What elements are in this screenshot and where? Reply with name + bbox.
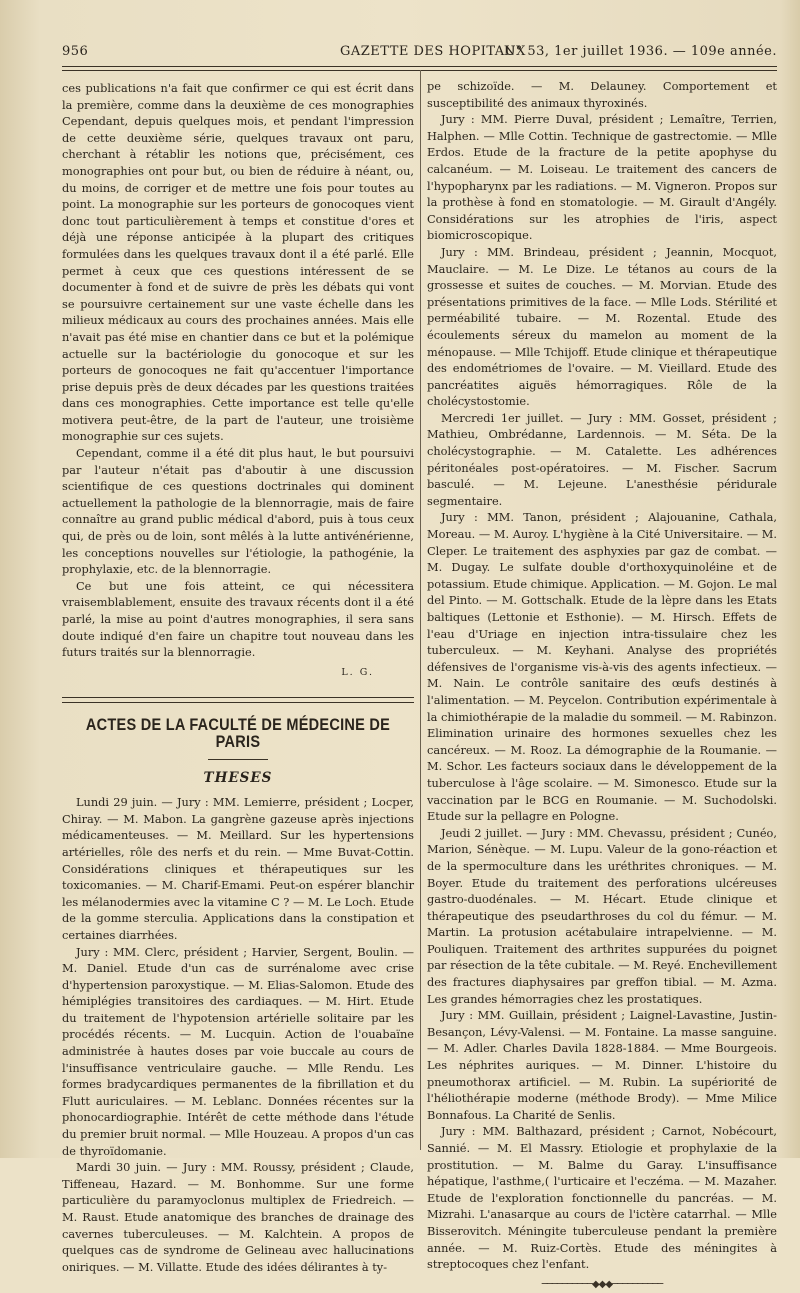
- section-title: ACTES DE LA FACULTÉ DE MÉDECINE DE PARIS: [85, 716, 391, 751]
- theses-paragraph: Mardi 30 juin. — Jury : MM. Roussy, président ; Claude, Tiffeneau, Hazard. — M. Bonhomme. Sur une forme particulière du paramyoclonus multiplex de Friedreich. — M. Raust. Etude anatomique des branches de drainage des cavernes tuberculeuses. — M. Kalchtein. A propos de quelques cas de syndrome de Gelineau avec hallucinations oniriques. — M. Villatte. Etude des idées délirantes à ty-: [62, 1160, 414, 1274]
- theses-paragraph: pe schizoïde. — M. Delauney. Comportement et susceptibilité des animaux thyroxinés.: [427, 79, 777, 110]
- theses-paragraph: Lundi 29 juin. — Jury : MM. Lemierre, président ; Locper, Chiray. — M. Mabon. La gangrène gazeuse après injections médicamenteuses. — M. Meillard. Sur les hypertensions artérielles, rôle des nerfs et du rein. — Mme Buvat-Cottin. Considérations cliniques et thérapeutiques sur les toxicomanies. — M. Charif-Emami. Peut-on espérer blanchir les mélanodermies avec la vitamine C ? — M. Le Loch. Etude de la gomme sterculia. Applications dans la constipation et certaines diarrhées.: [62, 795, 414, 942]
- author-signature: L. G.: [341, 666, 374, 678]
- theses-paragraph: Mercredi 1er juillet. — Jury : MM. Gosset, président ; Mathieu, Ombrédanne, Lardennois. — M. Séta. De la cholécystographie. — M. Catalette. Les adhérences péritonéales post-opératoires. — M. Fischer. Sacrum basculé. — M. Lejeune. L'anesthésie péridurale segmentaire.: [427, 410, 777, 508]
- article-paragraph: ces publications n'a fait que confirmer ce qui est écrit dans la première, comme dans la deuxième de ces monographies Cependant, depuis quelques mois, et pendant l'impression de cette deuxième série, quelques travaux ont paru, cherchant à rétablir les notions que, précisément, ces monographies ont pour but, ou bien de réduire à néant, ou, du moins, de corriger et de mettre une fois pour toutes au point. La monographie sur les porteurs de gonocoques vient donc tout particulièrement à temps et constitue d'ores et déjà une réponse anticipée à la plupart des critiques formulées dans les quelques travaux dont il a été parlé. Elle permet à ceux que ces questions intéressent de se documenter à fond et de suivre de près les débats qui vont se poursuivre certainement sur une vaste échelle dans les milieux médicaux au cours des prochaines années. Mais elle n'avait pas été mise en chantier dans ce but et la polémique actuelle sur la bactériologie du gonocoque et sur les porteurs de gonocoques ne fait qu'accentuer l'importance prise depuis près de deux décades par les questions traitées dans ces monographies. Cette importance est telle qu'elle motivera peut-être, de la part de l'auteur, une troisième monographie sur ces sujets.: [62, 81, 414, 444]
- theses-paragraph: Jury : MM. Balthazard, président ; Carnot, Nobécourt, Sannié. — M. El Massry. Etiologie et prophylaxie de la prostitution. — M. Balme du Garay. L'insuffisance hépatique, l'asthme,( l'urticaire et l'eczéma. — M. Mazaher. Etude de l'exploration fonctionnelle du pancréas. — M. Mizrahi. L'anasarque au cours de l'ictère catarrhal. — Mlle Bisserovitch. Méningite tuberculeuse pendant la première année. — M. Ruiz-Cortès. Etude des méningites à streptocoques chez l'enfant.: [427, 1124, 777, 1272]
- page-header: [62, 44, 777, 64]
- header-rule-top: [62, 66, 777, 67]
- journal-title: GAZETTE DES HOPITAUX: [340, 44, 526, 59]
- subsection-title: THESES: [203, 769, 273, 786]
- section-separator: [62, 697, 414, 703]
- title-rule: [208, 759, 268, 760]
- theses-paragraph: Jury : MM. Clerc, président ; Harvier, Sergent, Boulin. — M. Daniel. Etude d'un cas de surrénalome avec crise d'hypertension paroxystique. — M. Elias-Salomon. Etude des hémiplégies transitoires des cardiaques. — M. Hirt. Etude du traitement de l'hypotension artérielle solitaire par les procédés récents. — M. Lucquin. Action de l'ouabaïne administrée à hautes doses par voie buccale au cours de l'insuffisance ventriculaire gauche. — Mlle Rendu. Les formes bradycardiques permanentes de la fibrillation et du Flutt auriculaires. — M. Leblanc. Données récentes sur la phonocardiographie. Intérêt de cette méthode dans l'étude du premier bruit normal. — Mlle Houzeau. A propos d'un cas de thyroïdomanie.: [62, 944, 414, 1158]
- end-ornament: ──────────◆◆◆──────────: [541, 1278, 663, 1290]
- right-column: [427, 78, 777, 1293]
- theses-paragraph: Jury : MM. Guillain, président ; Laignel-Lavastine, Justin-Besançon, Lévy-Valensi. — M. Fontaine. La masse sanguine. — M. Adler. Charles Davila 1828-1884. — Mme Bourgeois. Les néphrites auriques. — M. Dinner. L'histoire du pneumothorax artificiel. — M. Rubin. La supériorité de l'héliothérapie moderne (méthode Brody). — Mme Milice Bonnafous. La Charité de Senlis.: [427, 1008, 777, 1122]
- page-number: 956: [62, 44, 89, 59]
- theses-paragraph: Jury : MM. Pierre Duval, président ; Lemaître, Terrien, Halphen. — Mlle Cottin. Technique de gastrectomie. — Mlle Erdos. Etude de la fracture de la petite apophyse du calcanéum. — M. Loiseau. Le traitement des cancers de l'hypopharynx par les radiations. — M. Vigneron. Propos sur la prothèse à fond en stomatologie. — M. Girault d'Angély. Considérations sur les atrophies de l'iris, aspect biomicroscopique.: [427, 112, 777, 243]
- left-column: [62, 80, 414, 1275]
- theses-paragraph: Jury : MM. Tanon, président ; Alajouanine, Cathala, Moreau. — M. Auroy. L'hygiène à la Cité Universitaire. — M. Cleper. Le traitement des asphyxies par gaz de combat. — M. Dugay. Le sulfate double d'orthoxyquinoléine et de potassium. Etude chimique. Application. — M. Gojon. Le mal del Pinto. — M. Gottschalk. Etude de la lèpre dans les Etats baltiques (Lettonie et Esthonie). — M. Hirsch. Effets de l'eau d'Uriage en injection intra-tissulaire chez les tuberculeux. — M. Keyhani. Analyse des propriétés défensives de l'organisme vis-à-vis des agents infectieux. — M. Nain. Le contrôle sanitaire des œufs destinés à l'alimentation. — M. Peycelon. Contribution expérimentale à la chimiothérapie de la maladie du sommeil. — M. Rabinzon. Elimination urinaire des hormones sexuelles chez les cancéreux. — M. Rooz. La démographie de la Roumanie. — M. Schor. Les facteurs sociaux dans le développement de la tuberculose à l'âge scolaire. — M. Simonesco. Etude sur la vaccination par le BCG en Roumanie. — M. Suchodolski. Etude sur la pellagre en Pologne.: [427, 510, 778, 824]
- article-paragraph: Cependant, comme il a été dit plus haut, le but poursuivi par l'auteur n'était pas d'aboutir à une discussion scientifique de ces questions doctrinales qui dominent actuellement la pathologie de la blennorragie, mais de faire connaître au grand public médical d'abord, puis à tous ceux qui, de près ou de loin, sont mêlés à la lutte antivénérienne, les conceptions nouvelles sur l'étiologie, la pathogénie, la prophylaxie, etc. de la blennorragie.: [62, 446, 414, 577]
- issue-date: N° 53, 1er juillet 1936. — 109e année.: [503, 44, 777, 59]
- theses-paragraph: Jury : MM. Brindeau, président ; Jeannin, Mocquot, Mauclaire. — M. Le Dize. Le tétanos au cours de la grossesse et suites de couches. — M. Morvian. Etude des présentations primitives de la face. — Mlle Lods. Stérilité et perméabilité tubaire. — M. Rozental. Etude des écoulements séreux du mamelon au moment de la ménopause. — Mlle Tchijoff. Etude clinique et thérapeutique des endométriomes de l'ovaire. — M. Vieillard. Etude des pancréatites aiguës hémorragiques. Rôle de la cholécystostomie.: [427, 244, 777, 409]
- theses-paragraph: Jeudi 2 juillet. — Jury : MM. Chevassu, président ; Cunéo, Marion, Sénèque. — M. Lupu. Valeur de la gono-réaction et de la spermoculture dans les uréthrites chroniques. — M. Boyer. Etude du traitement des perforations ulcéreuses gastro-duodénales. — M. Hécart. Etude clinique et thérapeutique des pseudarthroses du col du fémur. — M. Martin. La protusion acétabulaire intrapelvienne. — M. Pouliquen. Traitement des arthrites suppurées du poignet par résection de la tête cubitale. — M. Reyé. Enchevillement des fractures diaphysaires par greffon tibial. — M. Azma. Les grandes hémorragies chez les prostatiques.: [427, 825, 777, 1006]
- column-divider: [420, 70, 421, 1150]
- article-paragraph: Ce but une fois atteint, ce qui nécessitera vraisemblablement, ensuite des travaux récents dont il a été parlé, la mise au point d'autres monographies, il sera sans doute indiqué d'en faire un chapitre tout nouveau dans les futurs traités sur la blennorragie.: [62, 578, 414, 660]
